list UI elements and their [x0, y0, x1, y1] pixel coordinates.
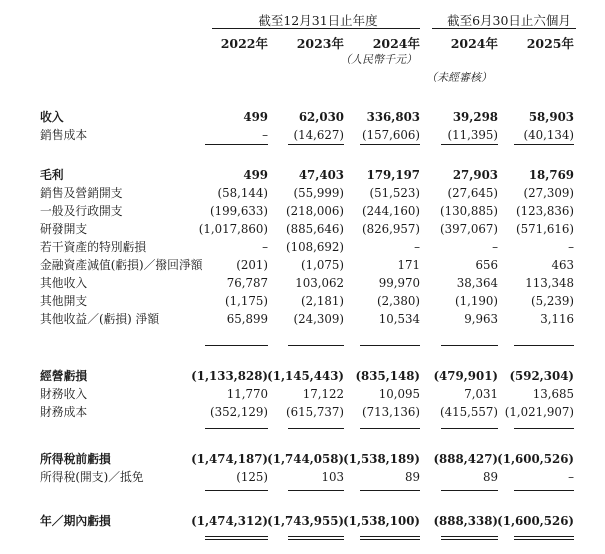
- row-label: 其他開支: [40, 294, 88, 308]
- row-label: 財務收入: [40, 387, 88, 401]
- value-cell-2024-interim: 38,364: [456, 276, 498, 290]
- total-double-rule: [441, 536, 498, 540]
- subtotal-rule: [288, 428, 344, 429]
- value-cell-2024-interim: (415,557): [440, 405, 498, 419]
- value-cell-2023: (885,646): [286, 222, 344, 236]
- year-header-2025-interim: 2025年: [526, 36, 574, 51]
- value-cell-2022: (352,129): [210, 405, 268, 419]
- subtotal-rule: [205, 490, 268, 491]
- value-cell-2023: (24,309): [293, 312, 344, 326]
- year-header-2022: 2022年: [220, 36, 268, 51]
- value-cell-2024-interim: –: [492, 240, 498, 254]
- value-cell-2022: 499: [243, 168, 268, 182]
- year-header-2024-interim: 2024年: [450, 36, 498, 51]
- currency-unit-note: （人民幣千元）: [340, 53, 417, 66]
- subtotal-rule: [360, 345, 420, 346]
- value-cell-2024-interim: 7,031: [464, 387, 498, 401]
- row-label: 其他收益／(虧損) 淨額: [40, 312, 160, 326]
- row-label: 經營虧損: [40, 369, 88, 383]
- table-row: [0, 238, 605, 256]
- value-cell-2024: (835,148): [355, 369, 420, 383]
- value-cell-2024-interim: (1,190): [455, 294, 498, 308]
- value-cell-2023: 103: [321, 470, 344, 484]
- value-cell-2023: (1,075): [301, 258, 344, 272]
- value-cell-2023: (1,744,058): [267, 452, 344, 466]
- value-cell-2022: 65,899: [226, 312, 268, 326]
- value-cell-2025-interim: (571,616): [516, 222, 574, 236]
- table-row: [0, 108, 605, 126]
- value-cell-2025-interim: (27,309): [523, 186, 574, 200]
- value-cell-2023: 103,062: [295, 276, 344, 290]
- subtotal-rule: [360, 428, 420, 429]
- row-label: 收入: [40, 110, 64, 124]
- annual-period-heading: 截至12月31日止年度: [258, 13, 378, 28]
- table-row: [0, 220, 605, 238]
- value-cell-2025-interim: (592,304): [509, 369, 574, 383]
- table-row: [0, 126, 605, 144]
- value-cell-2022: (1,133,828): [191, 369, 268, 383]
- value-cell-2022: (1,474,187): [191, 452, 268, 466]
- total-double-rule: [514, 536, 574, 540]
- table-row: [0, 367, 605, 385]
- value-cell-2024: (826,957): [362, 222, 420, 236]
- table-row: [0, 202, 605, 220]
- row-label: 若干資產的特別虧損: [40, 240, 147, 254]
- table-row: [0, 385, 605, 403]
- subtotal-rule: [360, 490, 420, 491]
- value-cell-2025-interim: 3,116: [540, 312, 574, 326]
- annual-heading-rule: [212, 28, 420, 29]
- table-row: [0, 184, 605, 202]
- value-cell-2022: (58,144): [217, 186, 268, 200]
- value-cell-2024: (2,380): [377, 294, 420, 308]
- table-row: [0, 292, 605, 310]
- value-cell-2023: (218,006): [286, 204, 344, 218]
- value-cell-2024-interim: 656: [475, 258, 498, 272]
- value-cell-2024: (51,523): [369, 186, 420, 200]
- value-cell-2024: 99,970: [378, 276, 420, 290]
- subtotal-rule: [514, 144, 574, 145]
- table-row: [0, 310, 605, 328]
- value-cell-2023: 47,403: [298, 168, 344, 182]
- value-cell-2024: (713,136): [362, 405, 420, 419]
- value-cell-2023: (14,627): [293, 128, 344, 142]
- row-label: 研發開支: [40, 222, 88, 236]
- value-cell-2022: (201): [236, 258, 268, 272]
- subtotal-rule: [360, 144, 420, 145]
- subtotal-rule: [514, 490, 574, 491]
- subtotal-rule: [514, 428, 574, 429]
- value-cell-2024-interim: 89: [482, 470, 498, 484]
- value-cell-2022: 11,770: [226, 387, 268, 401]
- row-label: 銷售成本: [40, 128, 88, 142]
- value-cell-2024: (1,538,189): [343, 452, 420, 466]
- subtotal-rule: [288, 345, 344, 346]
- row-label: 所得稅(開支)／抵免: [40, 470, 144, 484]
- value-cell-2023: (2,181): [301, 294, 344, 308]
- value-cell-2025-interim: (40,134): [523, 128, 574, 142]
- value-cell-2024-interim: (27,645): [447, 186, 498, 200]
- year-header-2023: 2023年: [296, 36, 344, 51]
- subtotal-rule: [288, 144, 344, 145]
- row-label: 銷售及營銷開支: [40, 186, 123, 200]
- year-header-2024: 2024年: [372, 36, 420, 51]
- subtotal-rule: [441, 345, 498, 346]
- value-cell-2023: (1,145,443): [267, 369, 344, 383]
- table-row: [0, 450, 605, 468]
- value-cell-2024-interim: (397,067): [440, 222, 498, 236]
- value-cell-2022: 76,787: [226, 276, 268, 290]
- value-cell-2024-interim: (130,885): [440, 204, 498, 218]
- value-cell-2025-interim: (1,021,907): [504, 405, 574, 419]
- row-label: 金融資產減值(虧損)／撥回淨額: [40, 258, 203, 272]
- value-cell-2025-interim: (1,600,526): [497, 514, 574, 528]
- value-cell-2024-interim: (888,427): [433, 452, 498, 466]
- value-cell-2025-interim: 113,348: [525, 276, 574, 290]
- value-cell-2023: 17,122: [302, 387, 344, 401]
- value-cell-2025-interim: 18,769: [528, 168, 574, 182]
- value-cell-2023: (55,999): [293, 186, 344, 200]
- value-cell-2024: 10,095: [378, 387, 420, 401]
- table-row: [0, 512, 605, 530]
- subtotal-rule: [288, 490, 344, 491]
- value-cell-2024: (157,606): [362, 128, 420, 142]
- subtotal-rule: [205, 428, 268, 429]
- value-cell-2022: (199,633): [210, 204, 268, 218]
- value-cell-2025-interim: 463: [551, 258, 574, 272]
- value-cell-2025-interim: (5,239): [531, 294, 574, 308]
- unaudited-note: （未經審核）: [426, 71, 492, 84]
- value-cell-2024-interim: (479,901): [433, 369, 498, 383]
- row-label: 年／期內虧損: [40, 514, 111, 528]
- interim-period-heading: 截至6月30日止六個月: [447, 13, 571, 28]
- row-label: 其他收入: [40, 276, 88, 290]
- value-cell-2024: (244,160): [362, 204, 420, 218]
- total-double-rule: [360, 536, 420, 540]
- value-cell-2022: (1,017,860): [198, 222, 268, 236]
- value-cell-2024: (1,538,100): [343, 514, 420, 528]
- table-row: [0, 468, 605, 486]
- total-double-rule: [205, 536, 268, 540]
- value-cell-2022: (1,175): [225, 294, 268, 308]
- table-row: [0, 274, 605, 292]
- value-cell-2022: –: [262, 128, 268, 142]
- subtotal-rule: [441, 490, 498, 491]
- value-cell-2025-interim: 58,903: [528, 110, 574, 124]
- value-cell-2024-interim: 39,298: [452, 110, 498, 124]
- value-cell-2024: 89: [404, 470, 420, 484]
- value-cell-2024: 336,803: [366, 110, 420, 124]
- value-cell-2025-interim: –: [568, 240, 574, 254]
- value-cell-2022: 499: [243, 110, 268, 124]
- value-cell-2023: (108,692): [286, 240, 344, 254]
- subtotal-rule: [205, 144, 268, 145]
- table-row: [0, 256, 605, 274]
- row-label: 所得稅前虧損: [40, 452, 111, 466]
- value-cell-2024-interim: 27,903: [452, 168, 498, 182]
- value-cell-2022: (125): [236, 470, 268, 484]
- row-label: 財務成本: [40, 405, 88, 419]
- value-cell-2025-interim: (123,836): [516, 204, 574, 218]
- row-label: 一般及行政開支: [40, 204, 123, 218]
- table-row: [0, 166, 605, 184]
- value-cell-2025-interim: –: [568, 470, 574, 484]
- subtotal-rule: [205, 345, 268, 346]
- value-cell-2024-interim: 9,963: [464, 312, 498, 326]
- value-cell-2023: (1,743,955): [267, 514, 344, 528]
- subtotal-rule: [514, 345, 574, 346]
- table-row: [0, 403, 605, 421]
- total-double-rule: [288, 536, 344, 540]
- value-cell-2024: 179,197: [366, 168, 420, 182]
- value-cell-2023: (615,737): [286, 405, 344, 419]
- value-cell-2022: –: [262, 240, 268, 254]
- value-cell-2023: 62,030: [298, 110, 344, 124]
- value-cell-2022: (1,474,312): [191, 514, 268, 528]
- row-label: 毛利: [40, 168, 64, 182]
- value-cell-2024: 171: [397, 258, 420, 272]
- subtotal-rule: [441, 144, 498, 145]
- value-cell-2025-interim: 13,685: [532, 387, 574, 401]
- value-cell-2024: –: [414, 240, 420, 254]
- value-cell-2025-interim: (1,600,526): [497, 452, 574, 466]
- value-cell-2024-interim: (11,395): [447, 128, 498, 142]
- subtotal-rule: [441, 428, 498, 429]
- value-cell-2024: 10,534: [378, 312, 420, 326]
- interim-heading-rule: [432, 28, 576, 29]
- value-cell-2024-interim: (888,338): [433, 514, 498, 528]
